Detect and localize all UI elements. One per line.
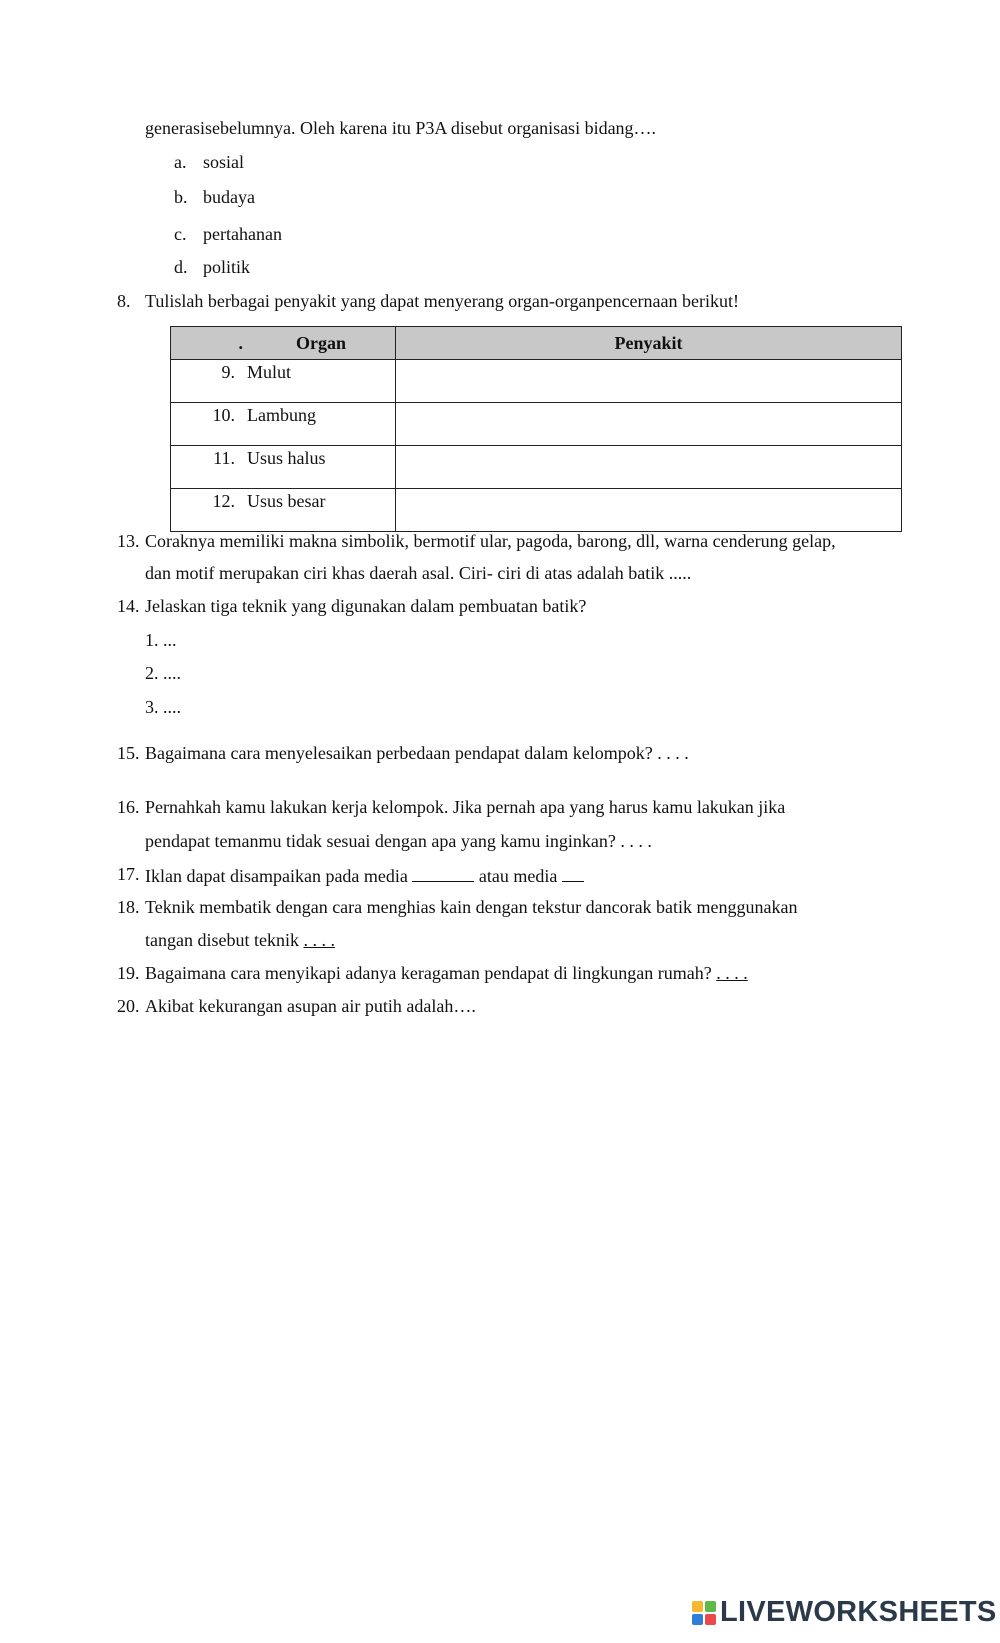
q17-part2: atau media — [478, 866, 558, 886]
row-penyakit-answer[interactable] — [396, 403, 902, 446]
q15-text: Bagaimana cara menyelesaikan perbedaan pendapat dalam kelompok? . . . . — [145, 743, 689, 763]
row-penyakit-answer[interactable] — [396, 360, 902, 403]
q18-line2: tangan disebut teknik — [145, 930, 299, 950]
q17-number: 17. — [117, 864, 140, 884]
q19-number: 19. — [117, 963, 140, 983]
q17-part1: Iklan dapat disampaikan pada media — [145, 866, 408, 886]
q7-stem: generasisebelumnya. Oleh karena itu P3A disebut organisasi bidang…. — [145, 118, 657, 138]
q18-answer-blank[interactable]: . . . . — [303, 930, 335, 950]
row-number: 9. — [171, 360, 246, 403]
liveworksheets-logo[interactable] — [692, 1596, 997, 1629]
q18-number: 18. — [117, 897, 140, 917]
logo-square-green — [705, 1601, 716, 1612]
row-number: 11. — [171, 446, 246, 489]
table-row — [171, 489, 902, 532]
q16-line2: pendapat temanmu tidak sesuai dengan apa yang kamu inginkan? . . . . — [145, 831, 652, 851]
q14-number: 14. — [117, 596, 140, 616]
q16-line1: Pernahkah kamu lakukan kerja kelompok. Jika pernah apa yang harus kamu lakukan jika — [145, 797, 786, 817]
logo-square-yellow — [692, 1601, 703, 1612]
row-penyakit-answer[interactable] — [396, 446, 902, 489]
q18-line1: Teknik membatik dengan cara menghias kain dengan tekstur dancorak batik menggunakan — [145, 897, 798, 917]
logo-square-red — [705, 1614, 716, 1625]
q15-number: 15. — [117, 743, 140, 763]
q19-wrap — [145, 962, 748, 984]
row-organ: Usus halus — [245, 446, 396, 489]
q13-line1: Coraknya memiliki makna simbolik, bermotif ular, pagoda, barong, dll, warna cenderung gelap, — [145, 531, 836, 551]
table-header-penyakit: Penyakit — [396, 327, 902, 360]
table-row — [171, 403, 902, 446]
organ-disease-table — [170, 326, 902, 532]
q8-number: 8. — [117, 291, 131, 311]
row-number: 10. — [171, 403, 246, 446]
q7-option-b-letter: b. — [174, 187, 188, 207]
q13-line2: dan motif merupakan ciri khas daerah asal. Ciri- ciri di atas adalah batik ..... — [145, 563, 692, 583]
table-header-number: . — [171, 327, 246, 360]
logo-square-blue — [692, 1614, 703, 1625]
q19-text: Bagaimana cara menyikapi adanya keragaman pendapat di lingkungan rumah? — [145, 963, 712, 983]
q7-option-c[interactable]: pertahanan — [203, 224, 282, 244]
table-header-organ: Organ — [245, 327, 396, 360]
logo-text: LIVEWORKSHEETS — [720, 1596, 997, 1628]
q14-item-2[interactable]: 2. .... — [145, 663, 181, 683]
q14-item-3[interactable]: 3. .... — [145, 697, 181, 717]
q7-option-a[interactable]: sosial — [203, 152, 245, 172]
table-row — [171, 446, 902, 489]
q16-number: 16. — [117, 797, 140, 817]
logo-grid-icon — [692, 1601, 716, 1625]
q7-option-d-letter: d. — [174, 257, 188, 277]
row-organ: Lambung — [245, 403, 396, 446]
q20-number: 20. — [117, 996, 140, 1016]
q17-blank-2[interactable] — [562, 863, 584, 882]
q7-option-b[interactable]: budaya — [203, 187, 255, 207]
table-header-row — [171, 327, 902, 360]
row-penyakit-answer[interactable] — [396, 489, 902, 532]
q20-text: Akibat kekurangan asupan air putih adalah…. — [145, 996, 476, 1016]
row-number: 12. — [171, 489, 246, 532]
q19-answer-blank[interactable]: . . . . — [716, 963, 748, 983]
q14-item-1[interactable]: 1. ... — [145, 630, 177, 650]
row-organ: Mulut — [245, 360, 396, 403]
q13-number: 13. — [117, 531, 140, 551]
q7-option-a-letter: a. — [174, 152, 187, 172]
table-row — [171, 360, 902, 403]
q17-blank-1[interactable] — [412, 863, 474, 882]
q8-text: Tulislah berbagai penyakit yang dapat menyerang organ-organpencernaan berikut! — [145, 291, 739, 311]
q18-line2-wrap — [145, 929, 335, 951]
row-organ: Usus besar — [245, 489, 396, 532]
q17-text — [145, 863, 584, 887]
q7-option-d[interactable]: politik — [203, 257, 251, 277]
q7-option-c-letter: c. — [174, 224, 187, 244]
q14-text: Jelaskan tiga teknik yang digunakan dalam pembuatan batik? — [145, 596, 587, 616]
